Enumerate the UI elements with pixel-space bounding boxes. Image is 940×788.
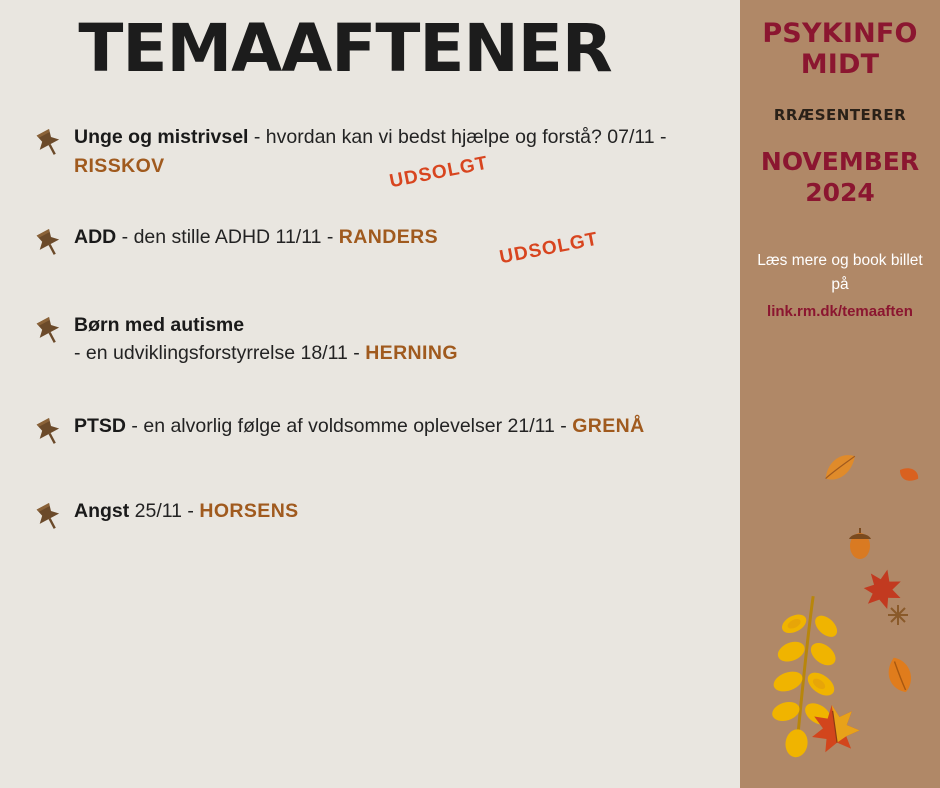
brand-name xyxy=(740,18,940,80)
autumn-leaves-decoration xyxy=(740,430,940,788)
event-place: GRENÅ xyxy=(572,415,645,438)
brand-line-1: PSYKINFO xyxy=(762,18,918,49)
event-description: 25/11 - xyxy=(129,500,200,523)
event-title: Unge og mistrivsel xyxy=(74,126,249,149)
event-list xyxy=(0,123,740,537)
poster-sidebar xyxy=(740,0,940,788)
booking-link[interactable]: link.rm.dk/temaaften xyxy=(767,303,913,321)
booking-info xyxy=(740,249,940,325)
event-place: RANDERS xyxy=(338,225,439,248)
presents-label: RRÆSENTERER xyxy=(773,106,907,125)
event-description: - en udviklingsforstyrrelse 18/11 - xyxy=(74,342,366,365)
list-item[interactable] xyxy=(28,497,740,537)
event-text xyxy=(74,123,684,193)
list-item[interactable] xyxy=(28,223,740,269)
event-description: - hvordan kan vi bedst hjælpe og forstå? 07/11 - xyxy=(248,126,667,149)
event-text xyxy=(74,497,299,525)
year-label: 2024 xyxy=(805,178,875,208)
pushpin-icon xyxy=(28,499,68,533)
status-badge: UDSOLGT xyxy=(497,228,600,269)
list-item[interactable] xyxy=(28,311,740,368)
pushpin-icon xyxy=(28,414,68,448)
event-title: PTSD xyxy=(74,415,127,438)
event-title: Angst xyxy=(74,500,130,523)
brand-line-2: MIDT xyxy=(800,49,880,81)
event-place: HERNING xyxy=(365,342,458,365)
booking-text: Læs mere og book billet på xyxy=(757,251,923,294)
status-badge: UDSOLGT xyxy=(387,152,490,193)
event-text xyxy=(74,311,458,368)
list-item[interactable] xyxy=(28,412,740,452)
event-description: - den stille ADHD 11/11 - xyxy=(116,225,339,248)
list-item[interactable] xyxy=(28,123,740,193)
event-place: HORSENS xyxy=(199,500,299,523)
month-year xyxy=(740,146,940,209)
event-text xyxy=(74,223,600,269)
event-text xyxy=(74,412,645,440)
pushpin-icon xyxy=(28,225,68,259)
event-title: ADD xyxy=(74,225,117,248)
event-title: Børn med autisme xyxy=(74,313,245,336)
pushpin-icon xyxy=(28,313,68,347)
event-description: - en alvorlig følge af voldsomme oplevelser 21/11 - xyxy=(126,415,573,438)
pushpin-icon xyxy=(28,125,68,159)
month-label: NOVEMBER xyxy=(760,147,920,177)
event-place: RISSKOV xyxy=(74,154,165,177)
page-title: TEMAAFTENER xyxy=(78,10,612,87)
